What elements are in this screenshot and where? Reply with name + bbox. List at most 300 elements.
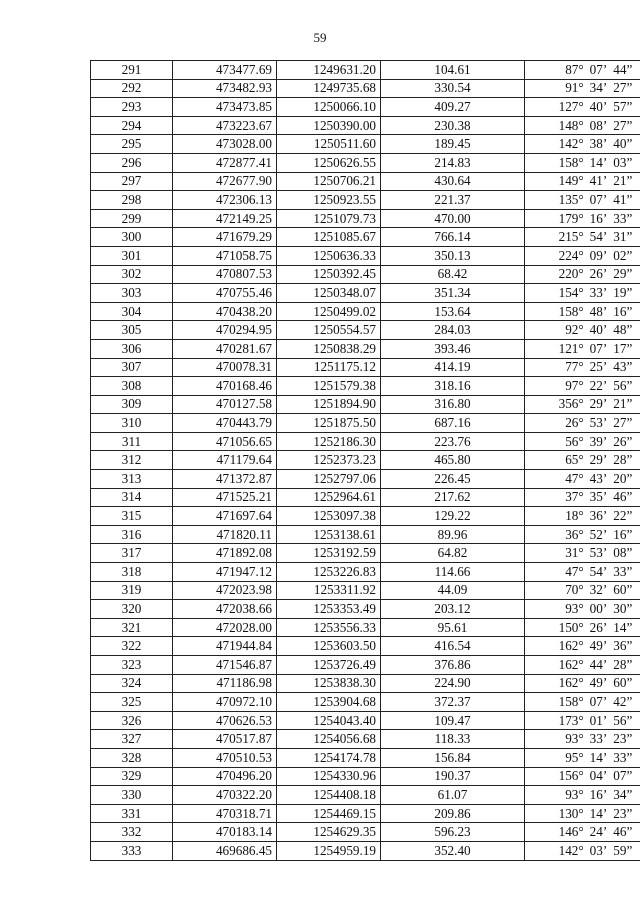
- point-number-cell: 325: [91, 693, 173, 712]
- point-number-cell: 316: [91, 525, 173, 544]
- point-number-cell: 302: [91, 265, 173, 284]
- angle-seconds: 46”: [613, 824, 633, 840]
- point-number-cell: 318: [91, 563, 173, 582]
- x-coordinate-cell: 471058.75: [173, 246, 277, 265]
- distance-cell: 350.13: [381, 246, 525, 265]
- table-row: [91, 488, 640, 507]
- bearing-angle-cell: [525, 432, 640, 451]
- angle-seconds: 42”: [613, 693, 633, 709]
- distance-cell: 226.45: [381, 470, 525, 489]
- angle-minutes: 43’: [589, 470, 608, 486]
- distance-cell: 89.96: [381, 525, 525, 544]
- y-coordinate-cell: 1250554.57: [277, 321, 381, 340]
- x-coordinate-cell: 470281.67: [173, 339, 277, 358]
- x-coordinate-cell: 471892.08: [173, 544, 277, 563]
- bearing-angle-cell: [525, 656, 640, 675]
- distance-cell: 316.80: [381, 395, 525, 414]
- y-coordinate-cell: 1253311.92: [277, 581, 381, 600]
- x-coordinate-cell: 470755.46: [173, 284, 277, 303]
- table-row: [91, 730, 640, 749]
- table-row: [91, 544, 640, 563]
- x-coordinate-cell: 470626.53: [173, 711, 277, 730]
- coordinates-table: [90, 60, 640, 861]
- y-coordinate-cell: 1253226.83: [277, 563, 381, 582]
- angle-minutes: 39’: [589, 433, 608, 449]
- distance-cell: 687.16: [381, 414, 525, 433]
- angle-minutes: 24’: [589, 824, 608, 840]
- point-number-cell: 293: [91, 98, 173, 117]
- y-coordinate-cell: 1253556.33: [277, 618, 381, 637]
- distance-cell: 284.03: [381, 321, 525, 340]
- bearing-angle-cell: [525, 284, 640, 303]
- table-row: [91, 358, 640, 377]
- angle-minutes: 54’: [589, 563, 608, 579]
- point-number-cell: 333: [91, 841, 173, 860]
- bearing-angle-cell: [525, 377, 640, 396]
- angle-degrees: 162°: [558, 638, 584, 654]
- angle-seconds: 14”: [613, 619, 633, 635]
- angle-degrees: 18°: [565, 508, 584, 524]
- bearing-angle-cell: [525, 61, 640, 80]
- distance-cell: 153.64: [381, 302, 525, 321]
- angle-degrees: 93°: [565, 731, 584, 747]
- point-number-cell: 307: [91, 358, 173, 377]
- angle-degrees: 148°: [558, 117, 584, 133]
- distance-cell: 376.86: [381, 656, 525, 675]
- angle-seconds: 33”: [613, 210, 633, 226]
- angle-seconds: 22”: [613, 508, 633, 524]
- x-coordinate-cell: 472038.66: [173, 600, 277, 619]
- y-coordinate-cell: 1250390.00: [277, 116, 381, 135]
- x-coordinate-cell: 470078.31: [173, 358, 277, 377]
- y-coordinate-cell: 1252373.23: [277, 451, 381, 470]
- angle-minutes: 07’: [589, 61, 608, 77]
- angle-degrees: 135°: [558, 191, 584, 207]
- angle-minutes: 40’: [589, 98, 608, 114]
- distance-cell: 224.90: [381, 674, 525, 693]
- distance-cell: 114.66: [381, 563, 525, 582]
- angle-degrees: 130°: [558, 805, 584, 821]
- x-coordinate-cell: 471179.64: [173, 451, 277, 470]
- table-row: [91, 767, 640, 786]
- bearing-angle-cell: [525, 414, 640, 433]
- angle-minutes: 44’: [589, 656, 608, 672]
- angle-minutes: 33’: [589, 284, 608, 300]
- angle-seconds: 27”: [613, 80, 633, 96]
- bearing-angle-cell: [525, 488, 640, 507]
- distance-cell: 372.37: [381, 693, 525, 712]
- angle-degrees: 179°: [558, 210, 584, 226]
- distance-cell: 118.33: [381, 730, 525, 749]
- angle-minutes: 54’: [589, 229, 608, 245]
- x-coordinate-cell: 473473.85: [173, 98, 277, 117]
- distance-cell: 465.80: [381, 451, 525, 470]
- y-coordinate-cell: 1251894.90: [277, 395, 381, 414]
- table-row: [91, 98, 640, 117]
- x-coordinate-cell: 470972.10: [173, 693, 277, 712]
- angle-minutes: 29’: [589, 396, 608, 412]
- table-row: [91, 451, 640, 470]
- x-coordinate-cell: 471186.98: [173, 674, 277, 693]
- point-number-cell: 327: [91, 730, 173, 749]
- y-coordinate-cell: 1253904.68: [277, 693, 381, 712]
- bearing-angle-cell: [525, 563, 640, 582]
- point-number-cell: 314: [91, 488, 173, 507]
- x-coordinate-cell: 473477.69: [173, 61, 277, 80]
- table-row: [91, 804, 640, 823]
- point-number-cell: 292: [91, 79, 173, 98]
- angle-degrees: 121°: [558, 340, 584, 356]
- x-coordinate-cell: 471944.84: [173, 637, 277, 656]
- y-coordinate-cell: 1251085.67: [277, 228, 381, 247]
- angle-degrees: 56°: [565, 433, 584, 449]
- y-coordinate-cell: 1250348.07: [277, 284, 381, 303]
- table-row: [91, 674, 640, 693]
- angle-minutes: 04’: [589, 768, 608, 784]
- x-coordinate-cell: 470127.58: [173, 395, 277, 414]
- bearing-angle-cell: [525, 600, 640, 619]
- angle-degrees: 150°: [558, 619, 584, 635]
- angle-degrees: 158°: [558, 303, 584, 319]
- bearing-angle-cell: [525, 302, 640, 321]
- y-coordinate-cell: 1250636.33: [277, 246, 381, 265]
- x-coordinate-cell: 470438.20: [173, 302, 277, 321]
- point-number-cell: 306: [91, 339, 173, 358]
- x-coordinate-cell: 473482.93: [173, 79, 277, 98]
- x-coordinate-cell: 470294.95: [173, 321, 277, 340]
- distance-cell: 409.27: [381, 98, 525, 117]
- point-number-cell: 291: [91, 61, 173, 80]
- angle-seconds: 41”: [613, 191, 633, 207]
- angle-degrees: 173°: [558, 712, 584, 728]
- x-coordinate-cell: 470510.53: [173, 748, 277, 767]
- angle-degrees: 93°: [565, 786, 584, 802]
- point-number-cell: 324: [91, 674, 173, 693]
- bearing-angle-cell: [525, 730, 640, 749]
- x-coordinate-cell: 470517.87: [173, 730, 277, 749]
- distance-cell: 104.61: [381, 61, 525, 80]
- table-row: [91, 823, 640, 842]
- bearing-angle-cell: [525, 191, 640, 210]
- angle-degrees: 146°: [558, 824, 584, 840]
- bearing-angle-cell: [525, 358, 640, 377]
- bearing-angle-cell: [525, 339, 640, 358]
- angle-degrees: 65°: [565, 452, 584, 468]
- table-row: [91, 470, 640, 489]
- point-number-cell: 308: [91, 377, 173, 396]
- bearing-angle-cell: [525, 693, 640, 712]
- point-number-cell: 332: [91, 823, 173, 842]
- distance-cell: 470.00: [381, 209, 525, 228]
- distance-cell: 221.37: [381, 191, 525, 210]
- bearing-angle-cell: [525, 711, 640, 730]
- angle-seconds: 46”: [613, 489, 633, 505]
- angle-seconds: 60”: [613, 675, 633, 691]
- table-row: [91, 284, 640, 303]
- angle-seconds: 33”: [613, 749, 633, 765]
- angle-degrees: 92°: [565, 322, 584, 338]
- angle-minutes: 07’: [589, 693, 608, 709]
- angle-minutes: 53’: [589, 545, 608, 561]
- x-coordinate-cell: 471546.87: [173, 656, 277, 675]
- distance-cell: 223.76: [381, 432, 525, 451]
- distance-cell: 414.19: [381, 358, 525, 377]
- angle-seconds: 30”: [613, 601, 633, 617]
- distance-cell: 596.23: [381, 823, 525, 842]
- angle-minutes: 03’: [589, 842, 608, 858]
- point-number-cell: 299: [91, 209, 173, 228]
- distance-cell: 352.40: [381, 841, 525, 860]
- x-coordinate-cell: 469686.45: [173, 841, 277, 860]
- table-row: [91, 563, 640, 582]
- x-coordinate-cell: 471697.64: [173, 507, 277, 526]
- y-coordinate-cell: 1253726.49: [277, 656, 381, 675]
- table-row: [91, 265, 640, 284]
- point-number-cell: 320: [91, 600, 173, 619]
- bearing-angle-cell: [525, 786, 640, 805]
- angle-minutes: 52’: [589, 526, 608, 542]
- angle-degrees: 87°: [565, 61, 584, 77]
- table-row: [91, 711, 640, 730]
- angle-degrees: 356°: [558, 396, 584, 412]
- distance-cell: 68.42: [381, 265, 525, 284]
- point-number-cell: 319: [91, 581, 173, 600]
- angle-degrees: 77°: [565, 359, 584, 375]
- table-row: [91, 209, 640, 228]
- table-row: [91, 172, 640, 191]
- bearing-angle-cell: [525, 209, 640, 228]
- page-number: 59: [313, 30, 327, 45]
- angle-minutes: 09’: [589, 247, 608, 263]
- x-coordinate-cell: 473223.67: [173, 116, 277, 135]
- bearing-angle-cell: [525, 265, 640, 284]
- angle-seconds: 28”: [613, 656, 633, 672]
- angle-degrees: 215°: [558, 229, 584, 245]
- y-coordinate-cell: 1253353.49: [277, 600, 381, 619]
- bearing-angle-cell: [525, 451, 640, 470]
- angle-seconds: 21”: [613, 396, 633, 412]
- y-coordinate-cell: 1252186.30: [277, 432, 381, 451]
- point-number-cell: 315: [91, 507, 173, 526]
- y-coordinate-cell: 1254330.96: [277, 767, 381, 786]
- distance-cell: 189.45: [381, 135, 525, 154]
- bearing-angle-cell: [525, 153, 640, 172]
- distance-cell: 129.22: [381, 507, 525, 526]
- point-number-cell: 304: [91, 302, 173, 321]
- angle-minutes: 26’: [589, 619, 608, 635]
- point-number-cell: 321: [91, 618, 173, 637]
- x-coordinate-cell: 472023.98: [173, 581, 277, 600]
- distance-cell: 156.84: [381, 748, 525, 767]
- bearing-angle-cell: [525, 581, 640, 600]
- angle-seconds: 08”: [613, 545, 633, 561]
- distance-cell: 95.61: [381, 618, 525, 637]
- point-number-cell: 329: [91, 767, 173, 786]
- point-number-cell: 311: [91, 432, 173, 451]
- table-row: [91, 600, 640, 619]
- bearing-angle-cell: [525, 525, 640, 544]
- table-row: [91, 61, 640, 80]
- table-row: [91, 507, 640, 526]
- angle-minutes: 29’: [589, 452, 608, 468]
- angle-degrees: 37°: [565, 489, 584, 505]
- y-coordinate-cell: 1249631.20: [277, 61, 381, 80]
- y-coordinate-cell: 1254469.15: [277, 804, 381, 823]
- x-coordinate-cell: 472677.90: [173, 172, 277, 191]
- point-number-cell: 331: [91, 804, 173, 823]
- angle-degrees: 95°: [565, 749, 584, 765]
- table-row: [91, 228, 640, 247]
- y-coordinate-cell: 1249735.68: [277, 79, 381, 98]
- distance-cell: 214.83: [381, 153, 525, 172]
- y-coordinate-cell: 1250626.55: [277, 153, 381, 172]
- angle-seconds: 21”: [613, 173, 633, 189]
- angle-minutes: 49’: [589, 675, 608, 691]
- table-row: [91, 637, 640, 656]
- x-coordinate-cell: 471372.87: [173, 470, 277, 489]
- angle-degrees: 142°: [558, 136, 584, 152]
- angle-minutes: 53’: [589, 415, 608, 431]
- point-number-cell: 297: [91, 172, 173, 191]
- table-row: [91, 116, 640, 135]
- table-row: [91, 377, 640, 396]
- x-coordinate-cell: 470183.14: [173, 823, 277, 842]
- x-coordinate-cell: 470168.46: [173, 377, 277, 396]
- angle-minutes: 01’: [589, 712, 608, 728]
- point-number-cell: 300: [91, 228, 173, 247]
- coordinates-table-body: [91, 61, 640, 861]
- point-number-cell: 296: [91, 153, 173, 172]
- angle-seconds: 56”: [613, 377, 633, 393]
- y-coordinate-cell: 1250838.29: [277, 339, 381, 358]
- angle-minutes: 16’: [589, 786, 608, 802]
- bearing-angle-cell: [525, 470, 640, 489]
- x-coordinate-cell: 470807.53: [173, 265, 277, 284]
- distance-cell: 351.34: [381, 284, 525, 303]
- angle-seconds: 17”: [613, 340, 633, 356]
- angle-minutes: 14’: [589, 749, 608, 765]
- y-coordinate-cell: 1252964.61: [277, 488, 381, 507]
- angle-minutes: 16’: [589, 210, 608, 226]
- angle-minutes: 07’: [589, 340, 608, 356]
- point-number-cell: 295: [91, 135, 173, 154]
- distance-cell: 393.46: [381, 339, 525, 358]
- bearing-angle-cell: [525, 507, 640, 526]
- angle-seconds: 16”: [613, 303, 633, 319]
- bearing-angle-cell: [525, 618, 640, 637]
- distance-cell: 230.38: [381, 116, 525, 135]
- table-row: [91, 525, 640, 544]
- angle-degrees: 142°: [558, 842, 584, 858]
- x-coordinate-cell: 470322.20: [173, 786, 277, 805]
- bearing-angle-cell: [525, 841, 640, 860]
- angle-degrees: 70°: [565, 582, 584, 598]
- table-row: [91, 191, 640, 210]
- point-number-cell: 326: [91, 711, 173, 730]
- angle-minutes: 14’: [589, 154, 608, 170]
- angle-minutes: 41’: [589, 173, 608, 189]
- y-coordinate-cell: 1251079.73: [277, 209, 381, 228]
- distance-cell: 318.16: [381, 377, 525, 396]
- angle-degrees: 158°: [558, 154, 584, 170]
- angle-degrees: 162°: [558, 675, 584, 691]
- table-row: [91, 135, 640, 154]
- angle-minutes: 38’: [589, 136, 608, 152]
- angle-seconds: 59”: [613, 842, 633, 858]
- table-row: [91, 414, 640, 433]
- table-row: [91, 786, 640, 805]
- angle-minutes: 35’: [589, 489, 608, 505]
- y-coordinate-cell: 1251875.50: [277, 414, 381, 433]
- table-row: [91, 302, 640, 321]
- distance-cell: 109.47: [381, 711, 525, 730]
- angle-minutes: 00’: [589, 601, 608, 617]
- distance-cell: 203.12: [381, 600, 525, 619]
- angle-degrees: 154°: [558, 284, 584, 300]
- angle-seconds: 44”: [613, 61, 633, 77]
- angle-seconds: 27”: [613, 415, 633, 431]
- point-number-cell: 322: [91, 637, 173, 656]
- angle-degrees: 47°: [565, 470, 584, 486]
- table-row: [91, 841, 640, 860]
- bearing-angle-cell: [525, 823, 640, 842]
- angle-seconds: 57”: [613, 98, 633, 114]
- x-coordinate-cell: 471679.29: [173, 228, 277, 247]
- point-number-cell: 312: [91, 451, 173, 470]
- point-number-cell: 313: [91, 470, 173, 489]
- angle-seconds: 29”: [613, 266, 633, 282]
- angle-minutes: 48’: [589, 303, 608, 319]
- y-coordinate-cell: 1251175.12: [277, 358, 381, 377]
- distance-cell: 61.07: [381, 786, 525, 805]
- distance-cell: 430.64: [381, 172, 525, 191]
- angle-seconds: 40”: [613, 136, 633, 152]
- y-coordinate-cell: 1254629.35: [277, 823, 381, 842]
- y-coordinate-cell: 1250066.10: [277, 98, 381, 117]
- y-coordinate-cell: 1253097.38: [277, 507, 381, 526]
- distance-cell: 217.62: [381, 488, 525, 507]
- point-number-cell: 305: [91, 321, 173, 340]
- x-coordinate-cell: 471525.21: [173, 488, 277, 507]
- angle-degrees: 224°: [558, 247, 584, 263]
- y-coordinate-cell: 1252797.06: [277, 470, 381, 489]
- angle-degrees: 97°: [565, 377, 584, 393]
- x-coordinate-cell: 470496.20: [173, 767, 277, 786]
- angle-seconds: 27”: [613, 117, 633, 133]
- y-coordinate-cell: 1254043.40: [277, 711, 381, 730]
- bearing-angle-cell: [525, 98, 640, 117]
- point-number-cell: 309: [91, 395, 173, 414]
- angle-seconds: 34”: [613, 786, 633, 802]
- angle-seconds: 48”: [613, 322, 633, 338]
- angle-minutes: 14’: [589, 805, 608, 821]
- angle-minutes: 36’: [589, 508, 608, 524]
- y-coordinate-cell: 1250511.60: [277, 135, 381, 154]
- table-row: [91, 581, 640, 600]
- y-coordinate-cell: 1250392.45: [277, 265, 381, 284]
- bearing-angle-cell: [525, 767, 640, 786]
- angle-degrees: 220°: [558, 266, 584, 282]
- table-row: [91, 79, 640, 98]
- bearing-angle-cell: [525, 79, 640, 98]
- distance-cell: 766.14: [381, 228, 525, 247]
- bearing-angle-cell: [525, 228, 640, 247]
- x-coordinate-cell: 470318.71: [173, 804, 277, 823]
- table-row: [91, 153, 640, 172]
- angle-minutes: 34’: [589, 80, 608, 96]
- angle-seconds: 07”: [613, 768, 633, 784]
- y-coordinate-cell: 1254408.18: [277, 786, 381, 805]
